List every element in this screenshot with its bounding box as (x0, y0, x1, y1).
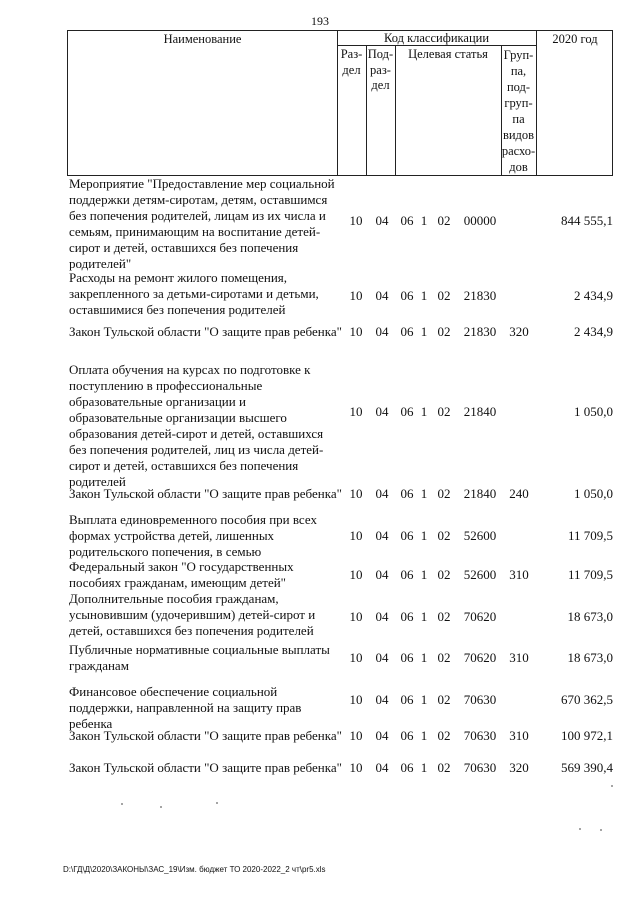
row-rz: 10 (349, 650, 363, 665)
row-name: Мероприятие "Предоставление мер социальной поддержки детям-сиротам, детям, оставшимся без попечения родителей, лицам из их числа и семьям, принимающим на воспитание детей-сирот и детей, оставшихся без попечения родителей" (69, 176, 335, 271)
row-cs1: 06 (400, 692, 414, 707)
row-cs3: 02 (437, 567, 451, 582)
row-cs3: 02 (437, 650, 451, 665)
row-cs2: 1 (420, 650, 428, 665)
row-cs4: 70630 (463, 692, 497, 707)
row-amount: 2 434,9 (574, 288, 613, 303)
header-name: Наименование (163, 32, 242, 46)
row-pr: 04 (375, 324, 389, 339)
header-group: Груп- па, под- груп- па видов расхо- дов (501, 48, 536, 174)
scan-speckle (121, 803, 123, 805)
row-cs4: 70620 (463, 609, 497, 624)
row-cs3: 02 (437, 609, 451, 624)
row-amount: 100 972,1 (561, 728, 613, 743)
row-pr: 04 (375, 213, 389, 228)
scan-speckle (160, 806, 162, 808)
row-name: Выплата единовременного пособия при всех формах устройства детей, лишенных родительского попечения, в семью (69, 512, 317, 559)
header-year: 2020 год (552, 32, 598, 46)
row-cs1: 06 (400, 486, 414, 501)
row-cs3: 02 (437, 486, 451, 501)
row-cs1: 06 (400, 288, 414, 303)
row-cs2: 1 (420, 692, 428, 707)
row-cs2: 1 (420, 324, 428, 339)
row-amount: 569 390,4 (561, 760, 613, 775)
row-pr: 04 (375, 486, 389, 501)
row-amount: 670 362,5 (561, 692, 613, 707)
row-name: Оплата обучения на курсах по подготовке к поступлению в профессиональные образовательные организации и образовательные организации высшего образования детей-сирот и детей, оставшихся без попечения родителей, лиц из числа детей-сирот и детей, оставшихся без попечения родителей (69, 362, 324, 489)
row-cs3: 02 (437, 728, 451, 743)
row-cs1: 06 (400, 609, 414, 624)
row-pr: 04 (375, 528, 389, 543)
row-vr: 310 (509, 728, 529, 743)
row-rz: 10 (349, 609, 363, 624)
row-name: Расходы на ремонт жилого помещения, закрепленного за детьми-сиротами и детьми, оставшимися без попечения родителей (69, 270, 319, 317)
row-name: Закон Тульской области "О защите прав ребенка" (69, 728, 342, 743)
row-cs2: 1 (420, 288, 428, 303)
row-amount: 18 673,0 (567, 650, 613, 665)
row-cs3: 02 (437, 324, 451, 339)
row-cs4: 70630 (463, 760, 497, 775)
row-cs3: 02 (437, 528, 451, 543)
header-podrazdel: Под- раз- дел (367, 47, 394, 92)
header-classification: Код классификации (383, 31, 490, 45)
row-amount: 11 709,5 (567, 567, 613, 582)
file-path-footer: D:\ГД\Д\2020\ЗАКОНЫ\ЗАС_19\Изм. бюджет ТО 2020-2022_2 чт\pr5.xls (63, 865, 326, 874)
row-cs4: 52600 (463, 567, 497, 582)
row-cs2: 1 (420, 728, 428, 743)
row-cs1: 06 (400, 324, 414, 339)
row-cs4: 00000 (463, 213, 497, 228)
row-cs1: 06 (400, 760, 414, 775)
row-rz: 10 (349, 528, 363, 543)
row-amount: 18 673,0 (567, 609, 613, 624)
row-amount: 1 050,0 (574, 486, 613, 501)
row-cs1: 06 (400, 567, 414, 582)
row-cs2: 1 (420, 760, 428, 775)
row-cs2: 1 (420, 213, 428, 228)
scan-speckle (216, 802, 218, 804)
row-cs3: 02 (437, 404, 451, 419)
row-cs4: 21840 (463, 486, 497, 501)
row-cs1: 06 (400, 728, 414, 743)
row-pr: 04 (375, 692, 389, 707)
row-vr: 240 (509, 486, 529, 501)
row-amount: 11 709,5 (567, 528, 613, 543)
row-cs1: 06 (400, 650, 414, 665)
row-cs4: 21830 (463, 288, 497, 303)
row-pr: 04 (375, 760, 389, 775)
row-pr: 04 (375, 650, 389, 665)
row-cs4: 70620 (463, 650, 497, 665)
row-pr: 04 (375, 567, 389, 582)
row-cs3: 02 (437, 288, 451, 303)
row-amount: 844 555,1 (561, 213, 613, 228)
scan-speckle (600, 829, 602, 831)
row-cs2: 1 (420, 567, 428, 582)
row-cs1: 06 (400, 404, 414, 419)
row-cs2: 1 (420, 404, 428, 419)
row-cs1: 06 (400, 528, 414, 543)
header-razdel: Раз- дел (340, 47, 363, 77)
row-vr: 310 (509, 650, 529, 665)
row-cs2: 1 (420, 528, 428, 543)
row-vr: 320 (509, 324, 529, 339)
row-name: Закон Тульской области "О защите прав ребенка" (69, 486, 342, 501)
row-rz: 10 (349, 760, 363, 775)
row-cs3: 02 (437, 760, 451, 775)
row-cs4: 21840 (463, 404, 497, 419)
row-name: Публичные нормативные социальные выплаты гражданам (69, 642, 330, 673)
row-rz: 10 (349, 567, 363, 582)
row-rz: 10 (349, 486, 363, 501)
scan-speckle (579, 828, 581, 830)
row-rz: 10 (349, 692, 363, 707)
row-rz: 10 (349, 213, 363, 228)
row-cs4: 70630 (463, 728, 497, 743)
row-cs1: 06 (400, 213, 414, 228)
row-rz: 10 (349, 288, 363, 303)
row-name: Дополнительные пособия гражданам, усыновившим (удочерившим) детей-сирот и детей, оставшихся без попечения родителей (69, 591, 316, 638)
row-vr: 310 (509, 567, 529, 582)
scan-speckle (611, 785, 613, 787)
row-name: Закон Тульской области "О защите прав ребенка" (69, 760, 342, 775)
row-pr: 04 (375, 609, 389, 624)
row-cs3: 02 (437, 213, 451, 228)
row-cs4: 21830 (463, 324, 497, 339)
row-amount: 2 434,9 (574, 324, 613, 339)
row-pr: 04 (375, 288, 389, 303)
row-name: Закон Тульской области "О защите прав ребенка" (69, 324, 342, 339)
row-rz: 10 (349, 404, 363, 419)
row-amount: 1 050,0 (574, 404, 613, 419)
row-rz: 10 (349, 324, 363, 339)
row-cs3: 02 (437, 692, 451, 707)
row-pr: 04 (375, 728, 389, 743)
header-target: Целевая статья (408, 47, 488, 61)
row-name: Федеральный закон "О государственных пособиях гражданам, имеющим детей" (69, 559, 294, 590)
row-rz: 10 (349, 728, 363, 743)
table-header (67, 30, 613, 176)
row-pr: 04 (375, 404, 389, 419)
page-number: 193 (311, 14, 329, 28)
row-vr: 320 (509, 760, 529, 775)
row-name: Финансовое обеспечение социальной поддержки, направленной на защиту прав ребенка (69, 684, 302, 731)
row-cs2: 1 (420, 486, 428, 501)
row-cs2: 1 (420, 609, 428, 624)
row-cs4: 52600 (463, 528, 497, 543)
